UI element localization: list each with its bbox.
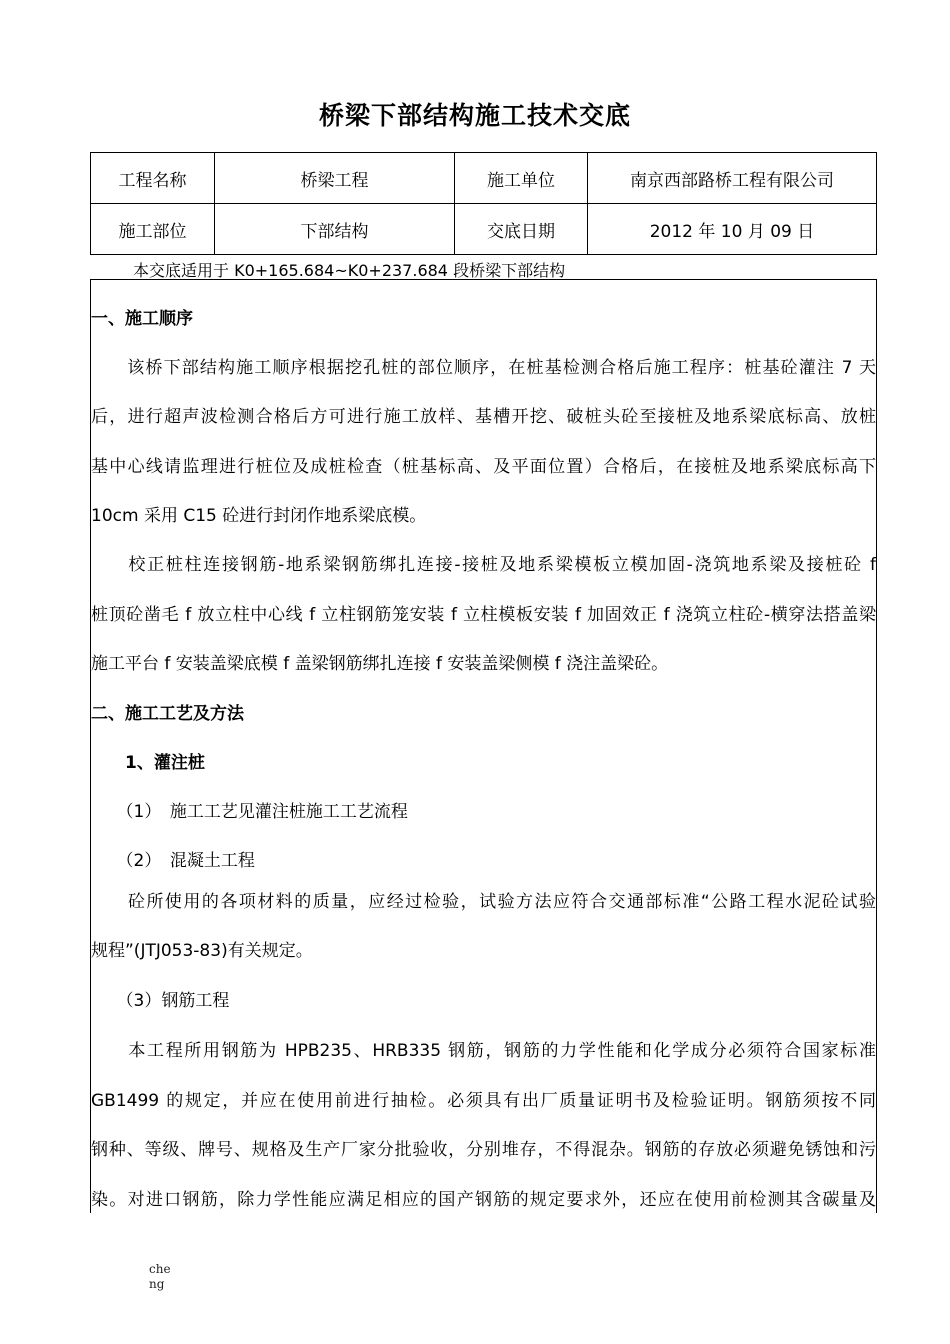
list-item: （2） 混凝土工程 <box>91 851 255 871</box>
footer-text: che ng <box>149 1262 171 1291</box>
briefing-date-label: 交底日期 <box>455 204 588 255</box>
paragraph-line: 染。对进口钢筋，除力学性能应满足相应的国产钢筋的规定要求外，还应在使用前检测其含碳量及 <box>91 1190 876 1210</box>
paragraph-line: 施工平台 f 安装盖梁底模 f 盖梁钢筋绑扎连接 f 安装盖梁侧模 f 浇注盖梁砼。 <box>91 654 669 674</box>
paragraph-line: 砼所使用的各项材料的质量，应经过检验，试验方法应符合交通部标准“公路工程水泥砼试验 <box>91 892 876 912</box>
work-part-label: 施工部位 <box>91 204 215 255</box>
briefing-date-value: 2012 年 10 月 09 日 <box>588 204 877 255</box>
table-row <box>91 153 877 204</box>
project-name-value: 桥梁工程 <box>215 153 455 204</box>
paragraph-line: 10cm 采用 C15 砼进行封闭作地系梁底模。 <box>91 506 427 526</box>
list-item: （1） 施工工艺见灌注桩施工工艺流程 <box>91 802 408 822</box>
paragraph-line: 该桥下部结构施工顺序根据挖孔桩的部位顺序，在桩基检测合格后施工程序：桩基砼灌注 7 天 <box>91 358 876 378</box>
document-title: 桥梁下部结构施工技术交底 <box>318 101 631 130</box>
paragraph-line: 校正桩柱连接钢筋-地系梁钢筋绑扎连接-接桩及地系梁模板立模加固-浇筑地系梁及接桩砼 f <box>91 555 876 575</box>
section-heading: 一、施工顺序 <box>91 309 193 329</box>
content-box <box>90 279 877 1213</box>
paragraph-line: 后，进行超声波检测合格后方可进行施工放样、基槽开挖、破桩头砼至接桩及地系梁底标高、放桩 <box>91 407 876 427</box>
paragraph-line: 桩顶砼凿毛 f 放立柱中心线 f 立柱钢筋笼安装 f 立柱模板安装 f 加固效正 f 浇筑立柱砼-横穿法搭盖梁 <box>91 605 876 625</box>
paragraph-line: 规程”(JTJ053-83)有关规定。 <box>91 941 313 961</box>
scope-statement: 本交底适用于 K0+165.684~K0+237.684 段桥梁下部结构 <box>133 261 566 280</box>
work-part-value: 下部结构 <box>215 204 455 255</box>
list-item: （3）钢筋工程 <box>91 991 230 1011</box>
section-heading: 二、施工工艺及方法 <box>91 704 244 724</box>
contractor-label: 施工单位 <box>455 153 588 204</box>
project-name-label: 工程名称 <box>91 153 215 204</box>
subsection-heading: 1、灌注桩 <box>91 753 205 773</box>
contractor-value: 南京西部路桥工程有限公司 <box>588 153 877 204</box>
paragraph-line: 本工程所用钢筋为 HPB235、HRB335 钢筋，钢筋的力学性能和化学成分必须符合国家标准 <box>91 1041 876 1061</box>
table-row <box>91 204 877 255</box>
paragraph-line: 基中心线请监理进行桩位及成桩检查（桩基标高、及平面位置）合格后，在接桩及地系梁底标高下 <box>91 457 876 477</box>
paragraph-line: 钢种、等级、牌号、规格及生产厂家分批验收，分别堆存，不得混杂。钢筋的存放必须避免锈蚀和污 <box>91 1140 876 1160</box>
paragraph-line: GB1499 的规定，并应在使用前进行抽检。必须具有出厂质量证明书及检验证明。钢筋须按不同 <box>91 1091 876 1111</box>
info-table <box>90 152 877 255</box>
